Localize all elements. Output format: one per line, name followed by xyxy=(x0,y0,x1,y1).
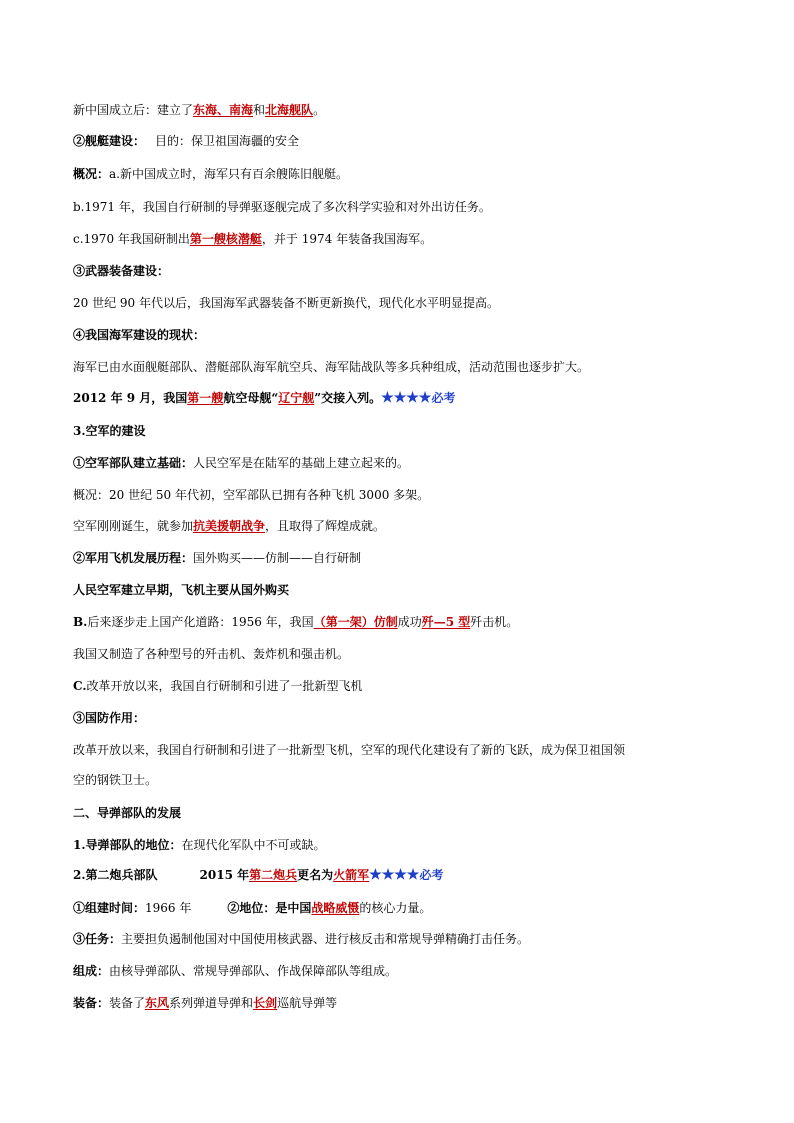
highlight-north-sea-fleet: 北海舰队 xyxy=(265,103,314,117)
paragraph-aircraft-types xyxy=(73,645,733,663)
heading-ship-building xyxy=(73,132,733,150)
text: 歼击机。 xyxy=(470,615,519,629)
text: 1966 年 xyxy=(145,901,192,915)
highlight-dongfeng: 东风 xyxy=(145,996,170,1010)
must-test-tag: 必考 xyxy=(431,391,456,405)
highlight-first-nuclear-sub: 第一艘核潜艇 xyxy=(189,232,262,246)
text: 空的钢铁卫士。 xyxy=(73,773,158,787)
text: 由核导弹部队、常规导弹部队、作战保障部队等组成。 xyxy=(109,964,398,978)
heading-weapons xyxy=(73,262,733,280)
text: 人民空军是在陆军的基础上建立起来的。 xyxy=(193,456,410,470)
text: a.新中国成立时，海军只有百余艘陈旧舰艇。 xyxy=(109,167,348,181)
paragraph-navy-fleets xyxy=(73,101,733,119)
paragraph-reform-aircraft xyxy=(73,677,733,695)
heading-air-force xyxy=(73,422,733,440)
label-text: ②地位： xyxy=(227,901,276,915)
text: 主要担负遏制他国对中国使用核武器、进行核反击和常规导弹精确打击任务。 xyxy=(121,932,530,946)
label-text: B. xyxy=(73,615,88,629)
label-text: 概况： xyxy=(73,167,110,181)
text: 在现代化军队中不可或缺。 xyxy=(181,838,326,852)
must-test-tag: 必考 xyxy=(419,868,444,882)
text: 目的：保卫祖国海疆的安全 xyxy=(155,134,300,148)
paragraph-founding xyxy=(73,899,733,917)
text: ，且取得了辉煌成就。 xyxy=(265,519,386,533)
paragraph-missile-status xyxy=(73,836,733,854)
heading-text: ②舰艇建设： xyxy=(73,134,146,148)
text: 我国又制造了各种型号的歼击机、轰炸机和强击机。 xyxy=(73,647,350,661)
heading-text: ④我国海军建设的现状： xyxy=(73,328,206,342)
paragraph-weapons xyxy=(73,294,733,312)
text: 海军已由水面舰艇部队、潜艇部队海军航空兵、海军陆战队等多兵种组成，活动范围也逐步扩大。 xyxy=(73,360,590,374)
heading-text: ③国防作用： xyxy=(73,711,146,725)
text: 后来逐步走上国产化道路：1956 年，我国 xyxy=(87,615,314,629)
text: 改革开放以来，我国自行研制和引进了一批新型飞机，空军的现代化建设有了新的飞跃，成为保卫祖国领 xyxy=(73,743,626,757)
text: 更名为 xyxy=(297,868,334,882)
heading-missile-forces xyxy=(73,804,733,822)
label-text: ①空军部队建立基础： xyxy=(73,456,194,470)
label-text: ②军用飞机发展历程： xyxy=(73,551,194,565)
star-rating-icon: ★★★★ xyxy=(381,390,432,406)
paragraph-composition xyxy=(73,962,733,980)
label-text: 1.导弹部队的地位： xyxy=(73,838,182,852)
text: ”交接入列。 xyxy=(314,391,382,405)
heading-text: 3.空军的建设 xyxy=(73,424,146,438)
highlight-strategic-deterrence: 战略威慑 xyxy=(311,901,360,915)
label-text: 组成： xyxy=(73,964,110,978)
highlight-first-copy: （第一架）仿制 xyxy=(313,615,398,629)
text: 人民空军建立早期，飞机主要从国外购买 xyxy=(73,583,290,597)
paragraph-second-artillery xyxy=(73,866,733,884)
paragraph-defense-role-1 xyxy=(73,741,733,759)
highlight-east-south-sea: 东海、南海 xyxy=(193,103,254,117)
highlight-first-carrier: 第一艘 xyxy=(187,391,224,405)
text: 改革开放以来，我国自行研制和引进了一批新型飞机 xyxy=(86,679,363,693)
text: 新中国成立后：建立了 xyxy=(73,103,194,117)
paragraph-overview-c xyxy=(73,230,733,248)
paragraph-equipment xyxy=(73,994,733,1012)
paragraph-liaoning xyxy=(73,389,733,407)
text: 巡航导弹等 xyxy=(277,996,338,1010)
star-rating-icon: ★★★★ xyxy=(369,867,420,883)
heading-navy-status xyxy=(73,326,733,344)
text: 2.第二炮兵部队 xyxy=(73,868,158,882)
heading-text: ③武器装备建设： xyxy=(73,264,170,278)
text: b.1971 年，我国自行研制的导弹驱逐舰完成了多次科学实验和对外出访任务。 xyxy=(73,200,491,214)
text: 空军刚刚诞生，就参加 xyxy=(73,519,194,533)
text: 航空母舰“ xyxy=(223,391,279,405)
text: 的核心力量。 xyxy=(359,901,432,915)
heading-text: 二、导弹部队的发展 xyxy=(73,806,182,820)
highlight-rocket-force: 火箭军 xyxy=(333,868,370,882)
paragraph-domestic-production xyxy=(73,613,733,631)
paragraph-overview-a xyxy=(73,165,733,183)
label-text: ③任务： xyxy=(73,932,122,946)
highlight-liaoning: 辽宁舰 xyxy=(278,391,315,405)
paragraph-aircraft-history xyxy=(73,549,733,567)
highlight-korean-war: 抗美援朝战争 xyxy=(193,519,266,533)
text: 装备了 xyxy=(109,996,146,1010)
text: 成功 xyxy=(397,615,422,629)
text: 。 xyxy=(313,103,326,117)
text: ，并于 1974 年装备我国海军。 xyxy=(261,232,433,246)
paragraph-early-purchase xyxy=(73,581,733,599)
label-text: C. xyxy=(73,679,87,693)
paragraph-air-force-basis xyxy=(73,454,733,472)
text: 国外购买——仿制——自行研制 xyxy=(193,551,362,565)
text: 20 世纪 90 年代以后，我国海军武器装备不断更新换代，现代化水平明显提高。 xyxy=(73,296,499,310)
text: 系列弹道导弹和 xyxy=(169,996,254,1010)
label-text: 装备： xyxy=(73,996,110,1010)
paragraph-tasks xyxy=(73,930,733,948)
text: c.1970 年我国研制出 xyxy=(73,232,190,246)
text: 是中国 xyxy=(275,901,312,915)
paragraph-navy-status xyxy=(73,358,733,376)
heading-defense-role xyxy=(73,709,733,727)
paragraph-defense-role-2 xyxy=(73,771,733,789)
text: 和 xyxy=(253,103,266,117)
label-text: ①组建时间： xyxy=(73,901,146,915)
highlight-second-artillery: 第二炮兵 xyxy=(249,868,298,882)
text: 概况：20 世纪 50 年代初，空军部队已拥有各种飞机 3000 多架。 xyxy=(73,488,430,502)
highlight-j5: 歼—5 型 xyxy=(421,615,471,629)
highlight-changjian: 长剑 xyxy=(253,996,278,1010)
paragraph-air-force-overview xyxy=(73,486,733,504)
text: 2015 年 xyxy=(199,868,250,882)
text: 2012 年 9 月，我国 xyxy=(73,391,188,405)
paragraph-overview-b xyxy=(73,198,733,216)
paragraph-korean-war xyxy=(73,517,733,535)
